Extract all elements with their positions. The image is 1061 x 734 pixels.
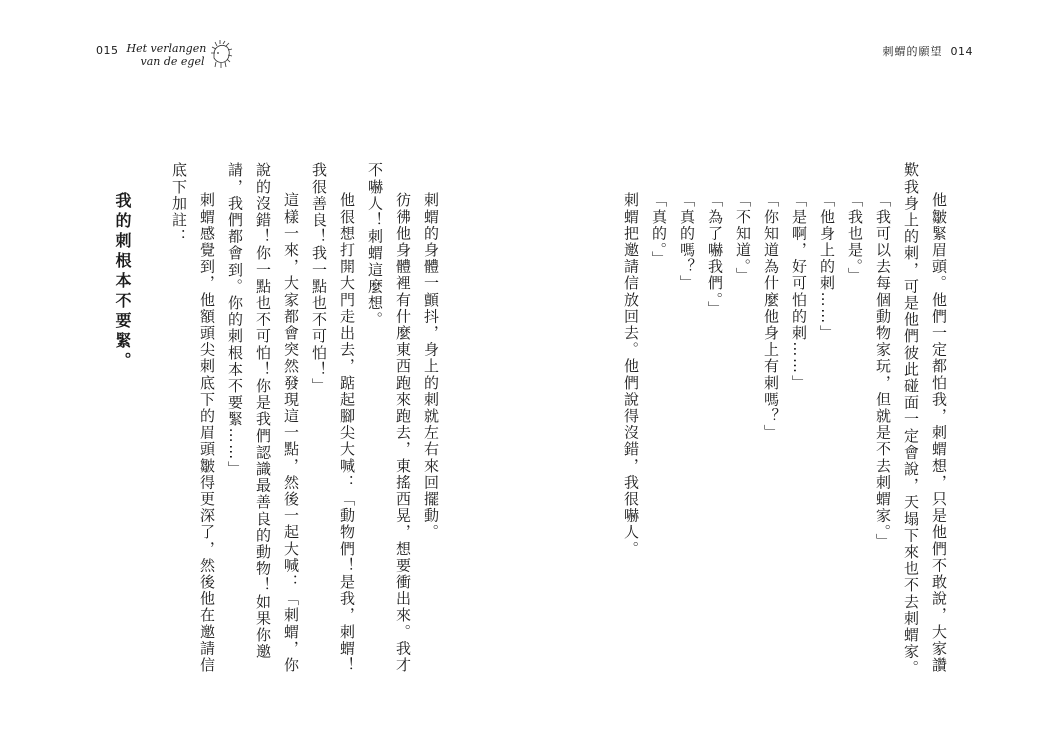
text-line: 我很善良！我一點也不可怕！」	[310, 162, 328, 395]
header-right	[883, 43, 974, 59]
text-line: 「你知道為什麼他身上有刺嗎？」	[762, 192, 780, 441]
text-line: 這樣一來，大家都會突然發現這一點，然後一起大喊：「刺蝟，你	[282, 192, 300, 674]
text-line: 底下加註：	[170, 162, 188, 245]
header-left	[96, 42, 206, 68]
book-logo	[127, 42, 207, 68]
right-page-number: 014	[950, 44, 973, 58]
book-title: 刺蝟的願望	[882, 45, 943, 58]
text-line: 他很想打開大門走出去，踮起腳尖大喊：「動物們！是我，刺蝟！	[338, 192, 356, 674]
text-line: 「是啊，好可怕的刺……」	[790, 192, 808, 392]
hedgehog-icon	[209, 40, 233, 70]
text-line: 說的沒錯！你一點也不可怕！你是我們認識最善良的動物！如果你邀	[254, 162, 272, 660]
text-line: 不嚇人！刺蝟這麼想。	[366, 162, 384, 328]
text-line: 刺蝟感覺到，他額頭尖刺底下的眉頭皺得更深了，然後他在邀請信	[198, 192, 216, 674]
text-line: 請，我們都會到。你的刺根本不要緊……」	[226, 162, 244, 478]
logo-text-line2: van de egel	[140, 55, 205, 68]
text-line: 「他身上的刺……」	[818, 192, 836, 342]
text-line: 歎我身上的刺，可是他們彼此碰面一定會說，天塌下來也不去刺蝟家。	[902, 162, 920, 677]
emphasized-note: 我的刺根本不要緊。	[113, 192, 132, 372]
text-line: 「為了嚇我們。」	[706, 192, 724, 318]
text-line: 刺蝟把邀請信放回去。他們說得沒錯，我很嚇人。	[622, 192, 640, 558]
logo-text-line1: Het verlangen	[126, 42, 207, 55]
text-line: 彷彿他身體裡有什麼東西跑來跑去，東搖西晃，想要衝出來。我才	[394, 192, 412, 674]
text-line: 「我也是。」	[846, 192, 864, 285]
text-line: 他皺緊眉頭。他們一定都怕我，刺蝟想，只是他們不敢說，大家讚	[930, 192, 948, 674]
text-line: 「不知道。」	[734, 192, 752, 285]
text-line: 「真的嗎？」	[678, 192, 696, 292]
text-line: 刺蝟的身體一顫抖，身上的刺就左右來回擺動。	[422, 192, 440, 541]
left-page-number: 015	[96, 44, 119, 57]
text-line: 「真的。」	[650, 192, 668, 268]
text-line: 「我可以去每個動物家玩，但就是不去刺蝟家。」	[874, 192, 892, 550]
